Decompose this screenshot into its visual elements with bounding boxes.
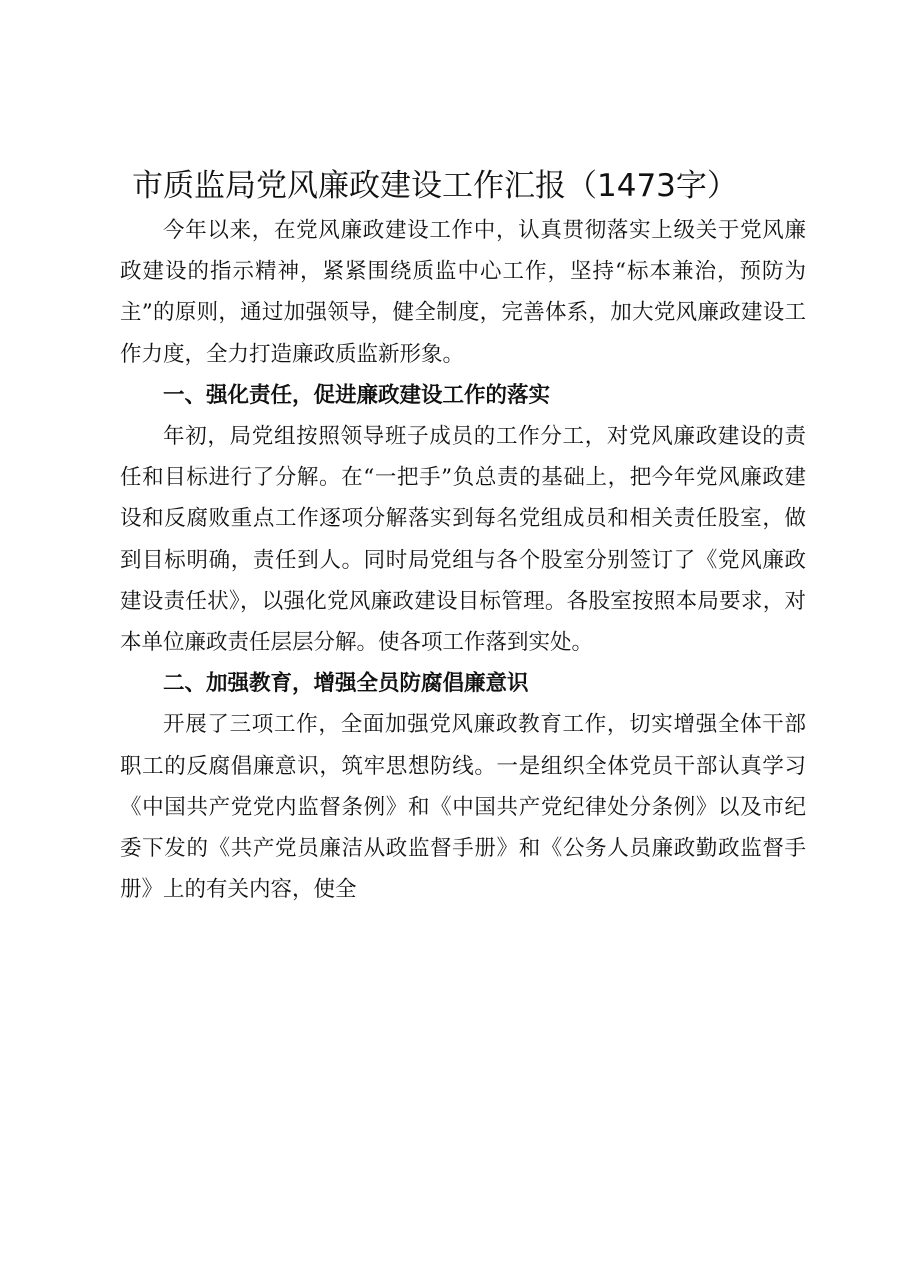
section-heading-2: 二、加强教育，增强全员防腐倡廉意识 (163, 671, 529, 697)
document-body (120, 210, 806, 910)
section-heading-1: 一、强化责任，促进廉政建设工作的落实 (163, 382, 551, 408)
document-title: 市质监局党风廉政建设工作汇报（1473字） (132, 168, 738, 204)
section-paragraph-2: 开展了三项工作，全面加强党风廉政教育工作，切实增强全体干部职工的反腐倡廉意识，筑牢思想防线。一是组织全体党员干部认真学习《中国共产党党内监督条例》和《中国共产党纪律处分条例》以及市纪委下发的《共产党员廉洁从政监督手册》和《公务人员廉政勤政监督手册》上的有关内容，使全 (120, 712, 806, 903)
section-paragraph-1: 年初，局党组按照领导班子成员的工作分工，对党风廉政建设的责任和目标进行了分解。在“一把手”负总责的基础上，把今年党风廉政建设和反腐败重点工作逐项分解落实到每名党组成员和相关责任股室，做到目标明确，责任到人。同时局党组与各个股室分别签订了《党风廉政建设责任状》，以强化党风廉政建设目标管理。各股室按照本局要求，对本单位廉政责任层层分解。使各项工作落到实处。 (120, 424, 806, 656)
intro-paragraph: 今年以来，在党风廉政建设工作中，认真贯彻落实上级关于党风廉政建设的指示精神，紧紧围绕质监中心工作，坚持“标本兼治，预防为主”的原则，通过加强领导，健全制度，完善体系，加大党风廉政建设工作力度，全力打造廉政质监新形象。 (120, 218, 806, 367)
